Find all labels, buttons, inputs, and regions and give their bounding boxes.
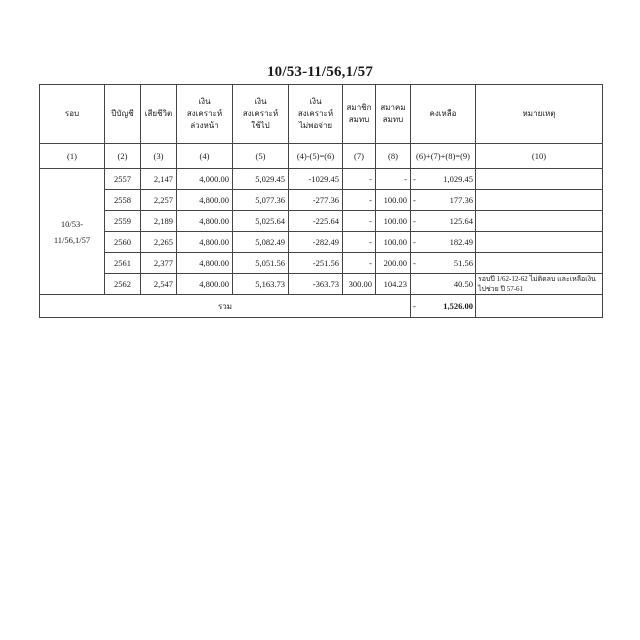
header-used: เงิน สงเคราะห์ ใช้ไป bbox=[233, 85, 289, 144]
cell-assoc: 100.00 bbox=[376, 232, 411, 253]
cell-assoc: 100.00 bbox=[376, 190, 411, 211]
cell-note bbox=[476, 211, 603, 232]
cell-advance: 4,000.00 bbox=[177, 169, 233, 190]
col-number: (1) bbox=[40, 144, 105, 169]
cell-advance: 4,800.00 bbox=[177, 211, 233, 232]
header-remarks: หมายเหตุ bbox=[476, 85, 603, 144]
header-row bbox=[40, 85, 603, 144]
cell-used: 5,082.49 bbox=[233, 232, 289, 253]
cell-shortfall: -1029.45 bbox=[289, 169, 343, 190]
cell-member: - bbox=[343, 232, 376, 253]
col-number: (3) bbox=[141, 144, 177, 169]
col-number: (2) bbox=[105, 144, 141, 169]
header-shortfall: เงิน สงเคราะห์ ไม่พอจ่าย bbox=[289, 85, 343, 144]
cell-member: 300.00 bbox=[343, 274, 376, 295]
cell-note bbox=[476, 190, 603, 211]
table-row bbox=[40, 253, 603, 274]
col-number: (6)+(7)+(8)=(9) bbox=[411, 144, 476, 169]
cell-shortfall: -363.73 bbox=[289, 274, 343, 295]
cell-shortfall: -277.36 bbox=[289, 190, 343, 211]
cell-balance: - 51.56 bbox=[411, 253, 476, 274]
total-value: 1,526.00 bbox=[443, 301, 473, 311]
cell-member: - bbox=[343, 253, 376, 274]
table-row bbox=[40, 190, 603, 211]
table-row bbox=[40, 232, 603, 253]
cell-balance: - 1,029.45 bbox=[411, 169, 476, 190]
col-number: (8) bbox=[376, 144, 411, 169]
cell-advance: 4,800.00 bbox=[177, 253, 233, 274]
col-number: (10) bbox=[476, 144, 603, 169]
total-label: รวม bbox=[40, 295, 411, 318]
cell-note bbox=[476, 253, 603, 274]
cell-member: - bbox=[343, 211, 376, 232]
cell-year: 2560 bbox=[105, 232, 141, 253]
cell-balance: - 177.36 bbox=[411, 190, 476, 211]
page-title: 10/53-11/56,1/57 bbox=[266, 64, 374, 80]
cell-deaths: 2,257 bbox=[141, 190, 177, 211]
total-row bbox=[40, 295, 603, 318]
total-note bbox=[476, 295, 603, 318]
cell-assoc: 200.00 bbox=[376, 253, 411, 274]
header-member-contrib: สมาชิก สมทบ bbox=[343, 85, 376, 144]
cell-used: 5,077.36 bbox=[233, 190, 289, 211]
cell-advance: 4,800.00 bbox=[177, 274, 233, 295]
header-assoc-contrib: สมาคม สมทบ bbox=[376, 85, 411, 144]
col-number: (4) bbox=[177, 144, 233, 169]
table-row bbox=[40, 211, 603, 232]
cell-balance: 40.50 bbox=[411, 274, 476, 295]
cell-used: 5,051.56 bbox=[233, 253, 289, 274]
header-round: รอบ bbox=[40, 85, 105, 144]
column-number-row bbox=[40, 144, 603, 169]
cell-advance: 4,800.00 bbox=[177, 190, 233, 211]
cell-member: - bbox=[343, 190, 376, 211]
cell-note bbox=[476, 169, 603, 190]
table-row bbox=[40, 169, 603, 190]
cell-note: รอบปี 1/62-12-62 ไม่ติดลบ และเหลือเงินไปช่วย ปี 57-61 bbox=[476, 274, 603, 295]
cell-year: 2558 bbox=[105, 190, 141, 211]
summary-table bbox=[39, 84, 603, 318]
total-value-cell: - 1,526.00 bbox=[411, 295, 476, 318]
cell-used: 5,029.45 bbox=[233, 169, 289, 190]
round-cell: 10/53- 11/56,1/57 bbox=[40, 169, 105, 295]
cell-note bbox=[476, 232, 603, 253]
cell-deaths: 2,547 bbox=[141, 274, 177, 295]
cell-year: 2561 bbox=[105, 253, 141, 274]
cell-shortfall: -251.56 bbox=[289, 253, 343, 274]
cell-advance: 4,800.00 bbox=[177, 232, 233, 253]
cell-deaths: 2,189 bbox=[141, 211, 177, 232]
header-deaths: เสียชีวิต bbox=[141, 85, 177, 144]
cell-assoc: 100.00 bbox=[376, 211, 411, 232]
cell-shortfall: -225.64 bbox=[289, 211, 343, 232]
cell-year: 2557 bbox=[105, 169, 141, 190]
cell-shortfall: -282.49 bbox=[289, 232, 343, 253]
col-number: (4)-(5)=(6) bbox=[289, 144, 343, 169]
header-advance: เงิน สงเคราะห์ ล่วงหน้า bbox=[177, 85, 233, 144]
col-number: (5) bbox=[233, 144, 289, 169]
cell-used: 5,025.64 bbox=[233, 211, 289, 232]
cell-used: 5,163.73 bbox=[233, 274, 289, 295]
header-balance: คงเหลือ bbox=[411, 85, 476, 144]
col-number: (7) bbox=[343, 144, 376, 169]
cell-deaths: 2,377 bbox=[141, 253, 177, 274]
cell-deaths: 2,265 bbox=[141, 232, 177, 253]
cell-assoc: 104.23 bbox=[376, 274, 411, 295]
cell-balance: - 182.49 bbox=[411, 232, 476, 253]
cell-balance: - 125.64 bbox=[411, 211, 476, 232]
header-year: ปีบัญชี bbox=[105, 85, 141, 144]
cell-assoc: - bbox=[376, 169, 411, 190]
cell-year: 2559 bbox=[105, 211, 141, 232]
cell-deaths: 2,147 bbox=[141, 169, 177, 190]
cell-member: - bbox=[343, 169, 376, 190]
cell-year: 2562 bbox=[105, 274, 141, 295]
table-row bbox=[40, 274, 603, 295]
